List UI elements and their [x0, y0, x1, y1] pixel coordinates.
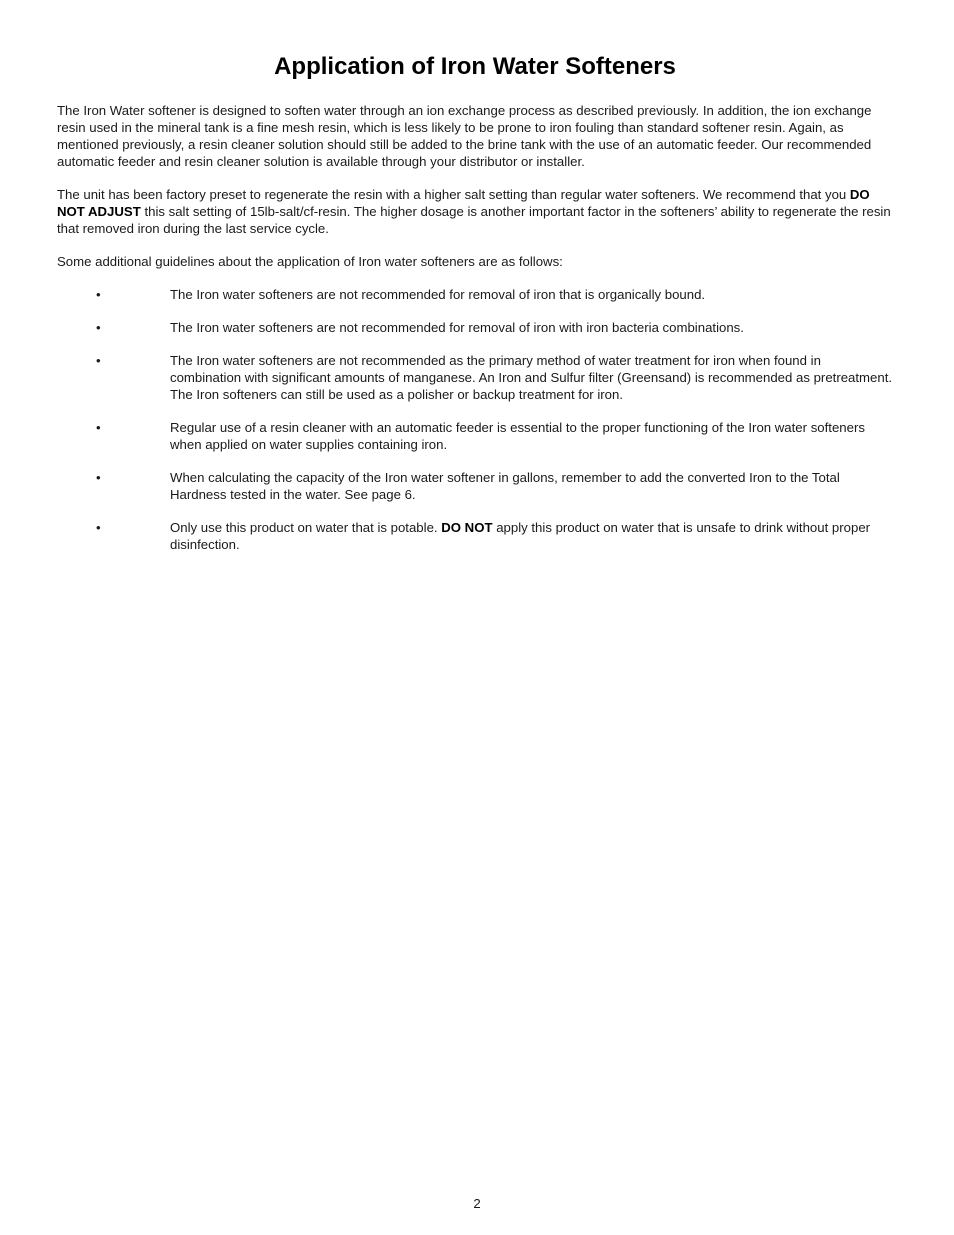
potable-text-before: Only use this product on water that is potable. [170, 520, 442, 535]
guideline-item [57, 319, 893, 336]
guideline-text: The Iron water softeners are not recommended for removal of iron that is organically bound. [170, 287, 706, 302]
guideline-text: The Iron water softeners are not recommended as the primary method of water treatment for iron when found in combination with significant amounts of manganese. An Iron and Sulfur filter (Greensand) is recommended as pretreatment. The Iron softeners can still be used as a polisher or backup treatment for iron. [170, 353, 893, 402]
guideline-item [57, 469, 893, 503]
page-title: Application of Iron Water Softeners [274, 53, 676, 80]
document-page [57, 0, 893, 569]
bullet-marker: • [96, 287, 101, 302]
guidelines-intro-paragraph: Some additional guidelines about the application of Iron water softeners are as follows: [57, 254, 563, 269]
do-not-emphasis: DO NOT [441, 520, 493, 535]
salt-setting-text-before: The unit has been factory preset to regenerate the resin with a higher salt setting than regular water softeners. We recommend that you [57, 187, 850, 202]
do-not-adjust-emphasis: DO NOT ADJUST [57, 187, 870, 219]
intro-paragraph: The Iron Water softener is designed to soften water through an ion exchange process as described previously. In addition, the ion exchange resin used in the mineral tank is a fine mesh resin, which is less likely to be prone to iron fouling than standard softener resin. Again, as mentioned previously, a resin cleaner solution should still be added to the brine tank with the use of an automatic feeder. Our recommended automatic feeder and resin cleaner solution is available through your distributor or installer. [57, 103, 872, 169]
guidelines-list [57, 286, 893, 553]
bullet-marker: • [96, 420, 101, 435]
salt-setting-text-after: this salt setting of 15lb-salt/cf-resin. The higher dosage is another important factor in the softeners’ ability to regenerate the resin that removed iron during the last service cycle. [57, 204, 891, 236]
bullet-marker: • [96, 470, 101, 485]
guideline-text [170, 520, 870, 552]
guideline-text: The Iron water softeners are not recommended for removal of iron with iron bacteria combinations. [170, 320, 744, 335]
guideline-item [57, 352, 893, 403]
guideline-item [57, 286, 893, 303]
potable-text-after: apply this product on water that is unsafe to drink without proper disinfection. [170, 520, 871, 552]
guideline-text: Regular use of a resin cleaner with an automatic feeder is essential to the proper functioning of the Iron water softeners when applied on water supplies containing iron. [170, 420, 865, 452]
guideline-item [57, 419, 893, 453]
guideline-text: When calculating the capacity of the Iron water softener in gallons, remember to add the converted Iron to the Total Hardness tested in the water. See page 6. [170, 470, 840, 502]
bullet-marker: • [96, 320, 101, 335]
page-number: 2 [473, 1196, 481, 1211]
salt-setting-paragraph [57, 186, 893, 237]
guideline-item [57, 519, 893, 553]
bullet-marker: • [96, 353, 101, 368]
bullet-marker: • [96, 520, 101, 535]
